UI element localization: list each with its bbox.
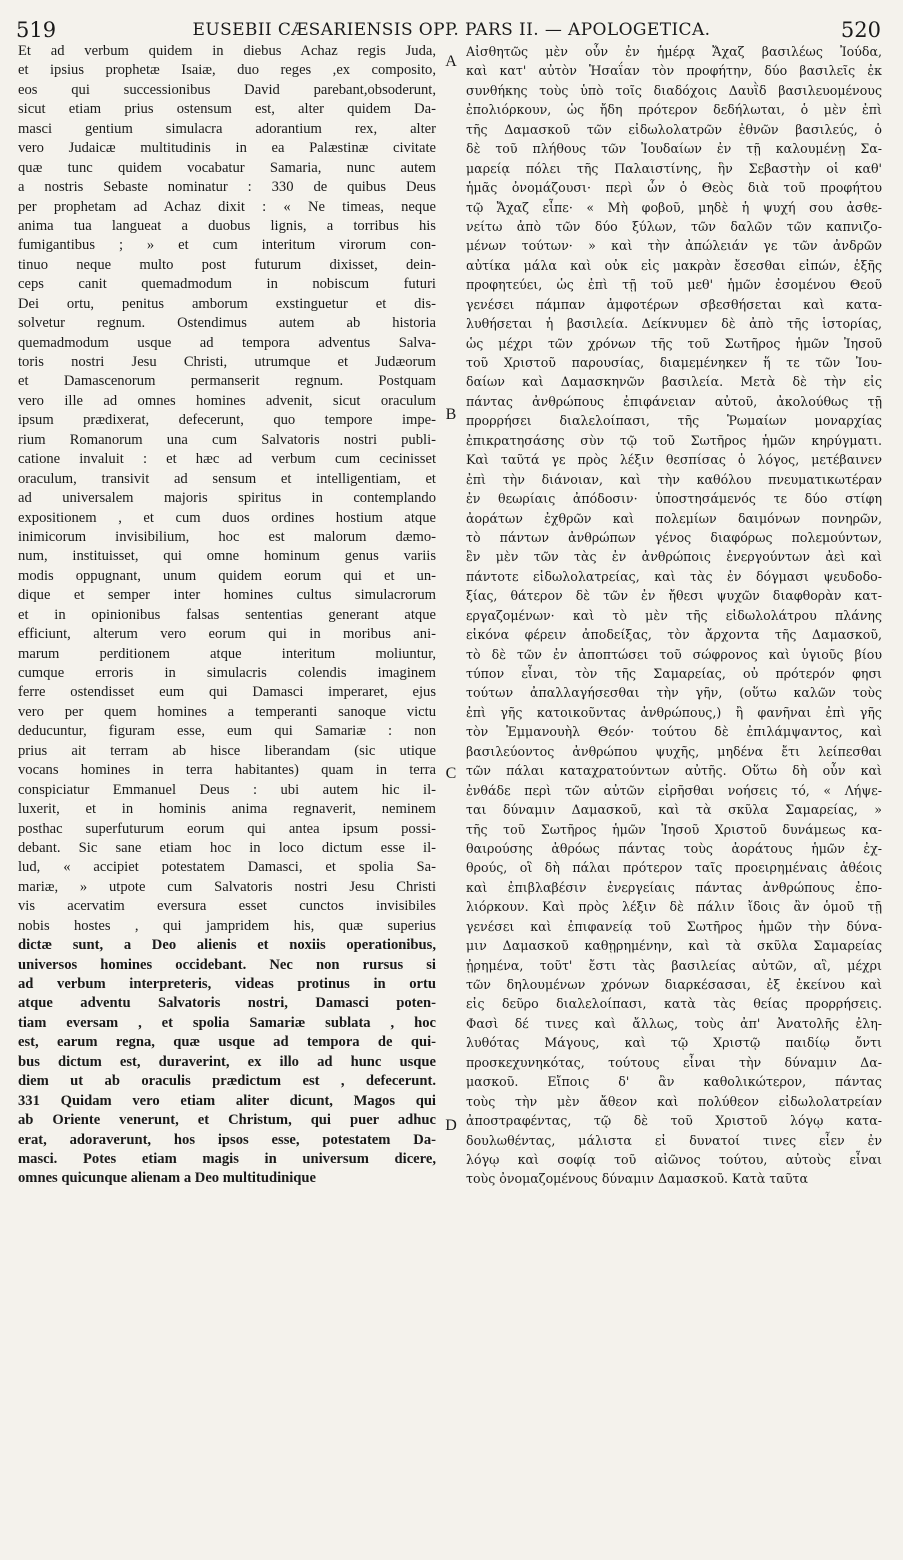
text-line: quæ tunc quidem vocabatur Samaria, nunc autem <box>18 159 436 176</box>
text-line: fumigantibus ; » et cum interitum virorum con- <box>18 237 436 254</box>
text-line: oraculum, transivit ad sensum et intelligentiam, et <box>18 470 436 487</box>
text-line: τοὺς τὴν μὲν ἄθεον καὶ πολύθεον εἰδωλολατρείαν <box>466 1093 882 1109</box>
text-line: αὐτίκα μάλα καὶ οὐκ εἰς μακρὰν ἔσεσθαι εἰπών, ἑξῆς <box>466 257 882 273</box>
text-line: efficiunt, alterum vero eorum qui in moribus ani- <box>18 626 436 643</box>
greek-column <box>466 42 882 1189</box>
text-line: τὸν Ἐμμανουὴλ Θεόν· τούτου δὲ ἐπιλάμψαντος, καὶ <box>466 724 882 740</box>
text-line: ad universalem majoris spiritus in contemplando <box>18 490 436 507</box>
page-number-right: 520 <box>840 18 881 42</box>
text-line: λόγῳ καὶ σοφίᾳ τοῦ αἰῶνος τούτου, αὐτοὺς εἶναι <box>466 1151 882 1167</box>
text-line: Et ad verbum quidem in diebus Achaz regis Juda, <box>18 43 436 59</box>
text-line: τῆς Δαμασκοῦ τῶν εἰδωλολατρῶν ἐθνῶν βασιλεύς, ὁ <box>466 121 882 137</box>
text-line: ἐν θεωρίαις ἀπόδοσιν· ὑποστησάμενός τε δύο στίφη <box>466 491 882 507</box>
text-line: solvetur regnum. Ostendimus autem ab historia <box>18 315 436 332</box>
text-line: ται δύναμιν Δαμασκοῦ, καὶ τὰ σκῦλα Σαμαρείας, » <box>466 802 882 818</box>
text-line: cumque erroris in simulacris colendis imaginem <box>18 665 436 681</box>
section-marker-c: C <box>445 765 457 782</box>
text-line: βασιλεύοντος ἀνθρώπου ψυχῆς, μηδένα ἔτι λείπεσθαι <box>466 743 882 759</box>
text-line: τῶν πάλαι καταχρατούντων αὐτῆς. Οὕτω δὴ οὖν καὶ <box>466 763 882 779</box>
text-line: nobis hostes , qui jampridem his, quæ superius <box>18 917 436 934</box>
text-line: rium Romanorum una cum Salvatoris nostri publi- <box>18 431 436 448</box>
text-line: ᾐρημένα, τοῦτ' ἔστι τὰς βασιλείας αὐτῶν, αἳ, μέχρι <box>466 957 882 973</box>
text-line: per prophetam ad Achaz dixit : « Ne timeas, neque <box>18 198 436 215</box>
text-line: universos homines occidebant. Nec non rursus si <box>18 956 436 973</box>
text-line: ἡμᾶς ὀνομάζουσι· περὶ ὧν ὁ Θεὸς διὰ τοῦ προφήτου <box>466 180 882 196</box>
text-line: vocans homines in terra habitantes) quam in terra <box>18 762 436 779</box>
text-line: δαίων καὶ Δαμασκηνῶν βασιλεία. Μετὰ δὲ τὴν εἰς <box>466 374 882 390</box>
text-line: προσκεχυνηκότας, τούτους εἶναι τὴν δύναμιν Δα- <box>466 1054 882 1070</box>
text-line: λυθήσεται ἡ βασιλεία. Δείκνυμεν δὲ ἀπὸ τῆς ἱστορίας, <box>466 316 882 332</box>
text-line: bus dictum est, duraverint, ex illo ad hunc usque <box>18 1053 436 1070</box>
text-line: modis oppugnant, unum quidem eorum qui et un- <box>18 567 436 584</box>
text-line: masci gentium simulacra adorantium rex, alter <box>18 120 436 137</box>
section-marker-b: B <box>445 406 457 423</box>
text-line: ὡς μέχρι τῶν χρόνων τῆς τοῦ Σωτῆρος ἡμῶν Ἰησοῦ <box>466 335 882 351</box>
text-line: πάντας ἀνθρώπους ἐπιφάνειαν αὐτοῦ, ἀκολούθως τῇ <box>466 393 882 409</box>
text-line: et in opinionibus falsas sententias generant atque <box>18 606 436 623</box>
text-line: debant. Sic sane etiam hoc in loco dictum esse il- <box>18 839 436 856</box>
text-line: erat, adoraverunt, hos ipsos esse, potestatem Da- <box>18 1131 436 1148</box>
text-line: τὸ πάντων ἀνθρώπων γένος διαφόρως πολεμούντων, <box>466 529 882 545</box>
text-line: mariæ, » utpote cum Salvatoris nostri Jesu Christi <box>18 878 436 895</box>
text-line: τοὺς ὀνομαζομένους δύναμιν Δαμασκοῦ. Κατὰ ταῦτα <box>466 1171 809 1187</box>
page-header <box>0 16 903 42</box>
text-line: ἐπὶ τὴν διάνοιαν, καὶ τὴν καθόλου πνευματικωτέραν <box>466 471 882 487</box>
text-line: τούτων ἀπαλλαγήσεσθαι τὴν γῆν, (οὕτω καλῶν τοὺς <box>466 685 882 701</box>
text-line: λυθότας Μάγους, καὶ τῷ Χριστῷ παιδίῳ ὄντι <box>466 1035 882 1051</box>
text-line: καὶ ἐπιβλαβέσιν ἐνεργείαις πάντας ἀνθρώπους ἐπο- <box>466 879 882 895</box>
text-line: Φασὶ δέ τινες καὶ ἄλλως, τοὺς ἀπ' Ἀνατολῆς ἐλη- <box>466 1015 882 1031</box>
text-line: ξίας, θάτερον δὲ τῶν ἐν ἤθεσι ψυχῶν διαφθορὰν κατ- <box>466 588 882 604</box>
text-line: ipsum prædixerat, defecerunt, quo tempore impe- <box>18 412 436 429</box>
text-line: τῆς τοῦ Σωτῆρος ἡμῶν Ἰησοῦ Χριστοῦ δυνάμεως κα- <box>466 821 882 837</box>
text-line: sicut etiam prius ostensum est, alter quidem Da- <box>18 101 436 118</box>
text-line: est, earum regna, quæ usque ad tempora de qui- <box>18 1034 436 1051</box>
text-line: conspiciatur Emmanuel Deus : ubi autem hic il- <box>18 781 436 798</box>
text-line: tinuo neque multo post futurum dixisset, dein- <box>18 256 436 273</box>
text-line: ferre ostendisset eum qui Damasci imperaret, ejus <box>18 684 436 701</box>
text-line: marum perditionem atque interitum moliuntur, <box>18 645 436 662</box>
running-title: EUSEBII CÆSARIENSIS OPP. PARS II. — APOLOGETICA. <box>192 20 711 40</box>
text-line: luxerit, et in hominis anima regnaverit, neminem <box>18 801 436 818</box>
text-line: ab Oriente venerunt, et Christum, qui puer adhuc <box>18 1112 436 1129</box>
text-line: posthac superfuturum eorum qui antea ipsum possi- <box>18 820 436 837</box>
text-line: συνθήκης τοὺς ὑπὸ τοῖς διαδόχοις Δαυῒδ βασιλευομένους <box>466 82 882 98</box>
text-line: atque adventu Salvatoris nostri, Damasci poten- <box>18 995 436 1012</box>
text-line: εἰς δεῦρο διαλελοίπασι, κατὰ τὰς θείας προρρήσεις. <box>466 996 882 1012</box>
text-line: τῷ Ἄχαζ εἶπε· « Μὴ φοβοῦ, μηδὲ ἡ ψυχή σου ἀσθε- <box>466 199 882 215</box>
text-line: καὶ κατ' αὐτὸν Ἡσαΐαν τὸν προφήτην, δύο βασιλεῖς ἐκ <box>466 63 882 79</box>
text-line: ἓν μὲν τῶν τὰς ἐν ἀνθρώποις ἐνεργούντων ἀεὶ καὶ <box>466 549 882 565</box>
text-line: εἰκόνα φέρειν ἀποδείξας, τὸν ἄρχοντα τῆς Δαμασκοῦ, <box>466 627 882 643</box>
text-line: et Damascenorum permanserit regnum. Postquam <box>18 373 436 390</box>
text-line: lud, « accipiet potestatem Damasci, et spolia Sa- <box>18 859 436 876</box>
text-line: omnes quicunque alienam a Deo multitudinique <box>18 1170 317 1187</box>
section-marker-a: A <box>445 53 457 70</box>
text-line: προρρήσει διαλελοίπασι, τῆς Ῥωμαίων μοναρχίας <box>466 413 882 429</box>
text-line: ἀποστραφέντας, τῷ δὲ τοῦ Χριστοῦ λόγῳ κατα- <box>466 1113 882 1129</box>
section-marker-d: D <box>445 1117 457 1134</box>
text-line: ἀοράτων ἐχθρῶν καὶ πολεμίων δαιμόνων πονηρῶν, <box>466 510 882 526</box>
text-line: εργαζομένων· καὶ τὸ μὲν τῆς εἰδωλολάτρου πλάνης <box>466 607 882 623</box>
text-line: toris nostri Jesu Christi, utrumque et Judæorum <box>18 354 436 370</box>
text-line: masci. Potes etiam magis in universum dicere, <box>18 1150 436 1167</box>
text-line: dictæ sunt, a Deo alienis et noxiis operationibus, <box>18 937 436 954</box>
text-line: προφητεύει, ὡς ἐπὶ τῇ τοῦ μεθ' ἡμῶν ἐσομένου Θεοῦ <box>466 277 882 293</box>
text-line: et ipsius prophetæ Isaiæ, duo reges ,ex composito, <box>18 62 436 79</box>
text-line: anima tua langueat a duobus lignis, a torribus his <box>18 217 436 234</box>
text-line: ἐπικρατησάσης σὺν τῷ τοῦ Σωτῆρος ἡμῶν κηρύγματι. <box>466 432 882 448</box>
text-line: δὲ τοῦ πλήθους τῶν Ἰουδαίων ἐν τῇ καλουμένῃ Σα- <box>466 141 882 157</box>
text-line: prius ait terram ab hisce liberandam (sic utique <box>18 742 436 759</box>
text-line: γενέσει πάμπαν ἀμφοτέρων σβεσθήσεται καὶ κατα- <box>466 296 882 312</box>
text-line: τοῦ Χριστοῦ παρουσίας, διαμεμένηκεν ἥ τε τῶν Ἰου- <box>466 355 882 370</box>
text-line: λιόρκουν. Καὶ πρὸς λέξιν δὲ πάλιν ἴδοις ἂν ὁμοῦ τῇ <box>466 899 882 915</box>
text-line: ceps canit quemadmodum in nobiscum futuri <box>18 276 436 293</box>
text-line: tiam eversam , et spolia Samariæ sublata , hoc <box>18 1014 436 1031</box>
text-line: τύπον εἶναι, τὸν τῆς Σαμαρείας, οὐ πρότερόν φησι <box>466 666 882 681</box>
text-line: a nostris Sebaste nominatur : 330 de quibus Deus <box>18 179 436 196</box>
text-line: expositionem , et cum duos ordines hostium atque <box>18 509 436 526</box>
latin-column <box>18 42 436 1189</box>
text-line: quemadmodum usque ad tempora adventus Salva- <box>18 334 436 351</box>
text-line: 331 Quidam vero etiam aliter dicunt, Magos qui <box>18 1092 436 1109</box>
text-line: vero ille ad omnes homines advenit, sicut oraculum <box>18 392 436 409</box>
page-number-left: 519 <box>16 18 57 42</box>
text-line: δουλωθέντας, μάλιστα εἰ δυνατοί τινες εἶεν ἐν <box>466 1132 882 1148</box>
text-line: deducuntur, figuram esse, eum qui Samariæ : non <box>18 723 436 740</box>
text-line: θρούς, οἳ δὴ πάλαι πρότερον ταῖς προειρημέναις ἀθέοις <box>466 860 882 876</box>
text-line: τῶν δηλουμένων χρόνων διαρκέσασαι, ἐξ ἐκείνου καὶ <box>466 977 882 992</box>
text-line: Καὶ ταῦτά γε πρὸς λέξιν θεσπίσας ὁ λόγος, μετέβαινεν <box>466 452 882 468</box>
text-line: ad verbum interpreteris, videas protinus in ortu <box>18 976 436 992</box>
text-line: μασκοῦ. Εἴποις δ' ἂν καθολικώτερον, πάντας <box>466 1074 882 1090</box>
text-line: vis acervatim eversura esset cunctos invisibiles <box>18 898 436 915</box>
text-line: μένων τούτων· » καὶ τὴν ἀπώλειάν γε τῶν ἀνδρῶν <box>466 238 882 254</box>
text-line: τὸ δὲ τῶν ἐν ἀποπτώσει τοῦ σώφρονος καὶ ὑγιοῦς βίου <box>466 646 882 662</box>
text-line: μαρείᾳ πόλει τῆς Παλαιστίνης, ἣν Σεβαστὴν οἱ καθ' <box>466 160 882 176</box>
text-line: num, instituisset, qui omne hominum genus variis <box>18 548 436 565</box>
text-line: inimicorum invisibilium, hoc est malorum dæmo- <box>18 528 436 545</box>
text-line: θαιρούσης ἀθρόως πάντας τοὺς ἀοράτους ἡμῶν ἐχ- <box>466 840 882 856</box>
text-line: ἐπὶ γῆς κατοικοῦντας ἀνθρώπους,) ἢ φανῆναι ἐπὶ γῆς <box>466 704 882 720</box>
text-line: γενέσει καὶ ἐπιφανείᾳ τοῦ Σωτῆρος ἡμῶν τὴν δύνα- <box>466 918 882 934</box>
text-line: Αἰσθητῶς μὲν οὖν ἐν ἡμέρᾳ Ἄχαζ βασιλέως Ἰούδα, <box>466 44 882 59</box>
text-line: diem ut ab oraculis prædictum est , defecerunt. <box>18 1073 436 1090</box>
text-line: Dei ortu, penitus amborum exstinguetur et dis- <box>18 295 436 312</box>
text-line: ἐπολιόρκουν, ὡς ἤδη πρότερον δεδήλωται, ὁ μὲν ἐπὶ <box>466 102 882 118</box>
text-line: dique et semper inter homines cultus simulacrorum <box>18 587 436 604</box>
text-line: vero Judaicæ multitudinis in ea Palæstinæ civitate <box>18 140 436 157</box>
text-line: νείτω ἀπὸ τῶν δύο ξύλων, τῶν δαλῶν τῶν καπνιζο- <box>466 218 882 234</box>
text-line: eos qui successionibus David parebant,obsoderunt, <box>18 81 436 98</box>
text-line: ἐνθάδε περὶ τῶν αὐτῶν εἰρῆσθαι νοήσεις τό, « Λήψε- <box>466 782 882 798</box>
text-line: πάντοτε εἰδωλολατρείας, καὶ τὰς ἐν δόγμασι ψευδοδο- <box>466 568 882 584</box>
text-line: μιν Δαμασκοῦ καθῃρημένην, καὶ τὰ σκῦλα Σαμαρείας <box>466 938 882 954</box>
text-line: vero per quem homines a temperanti sanoque victu <box>18 703 436 720</box>
text-line: catione invaluit : et hæc ad verbum cum cecinisset <box>18 451 436 468</box>
